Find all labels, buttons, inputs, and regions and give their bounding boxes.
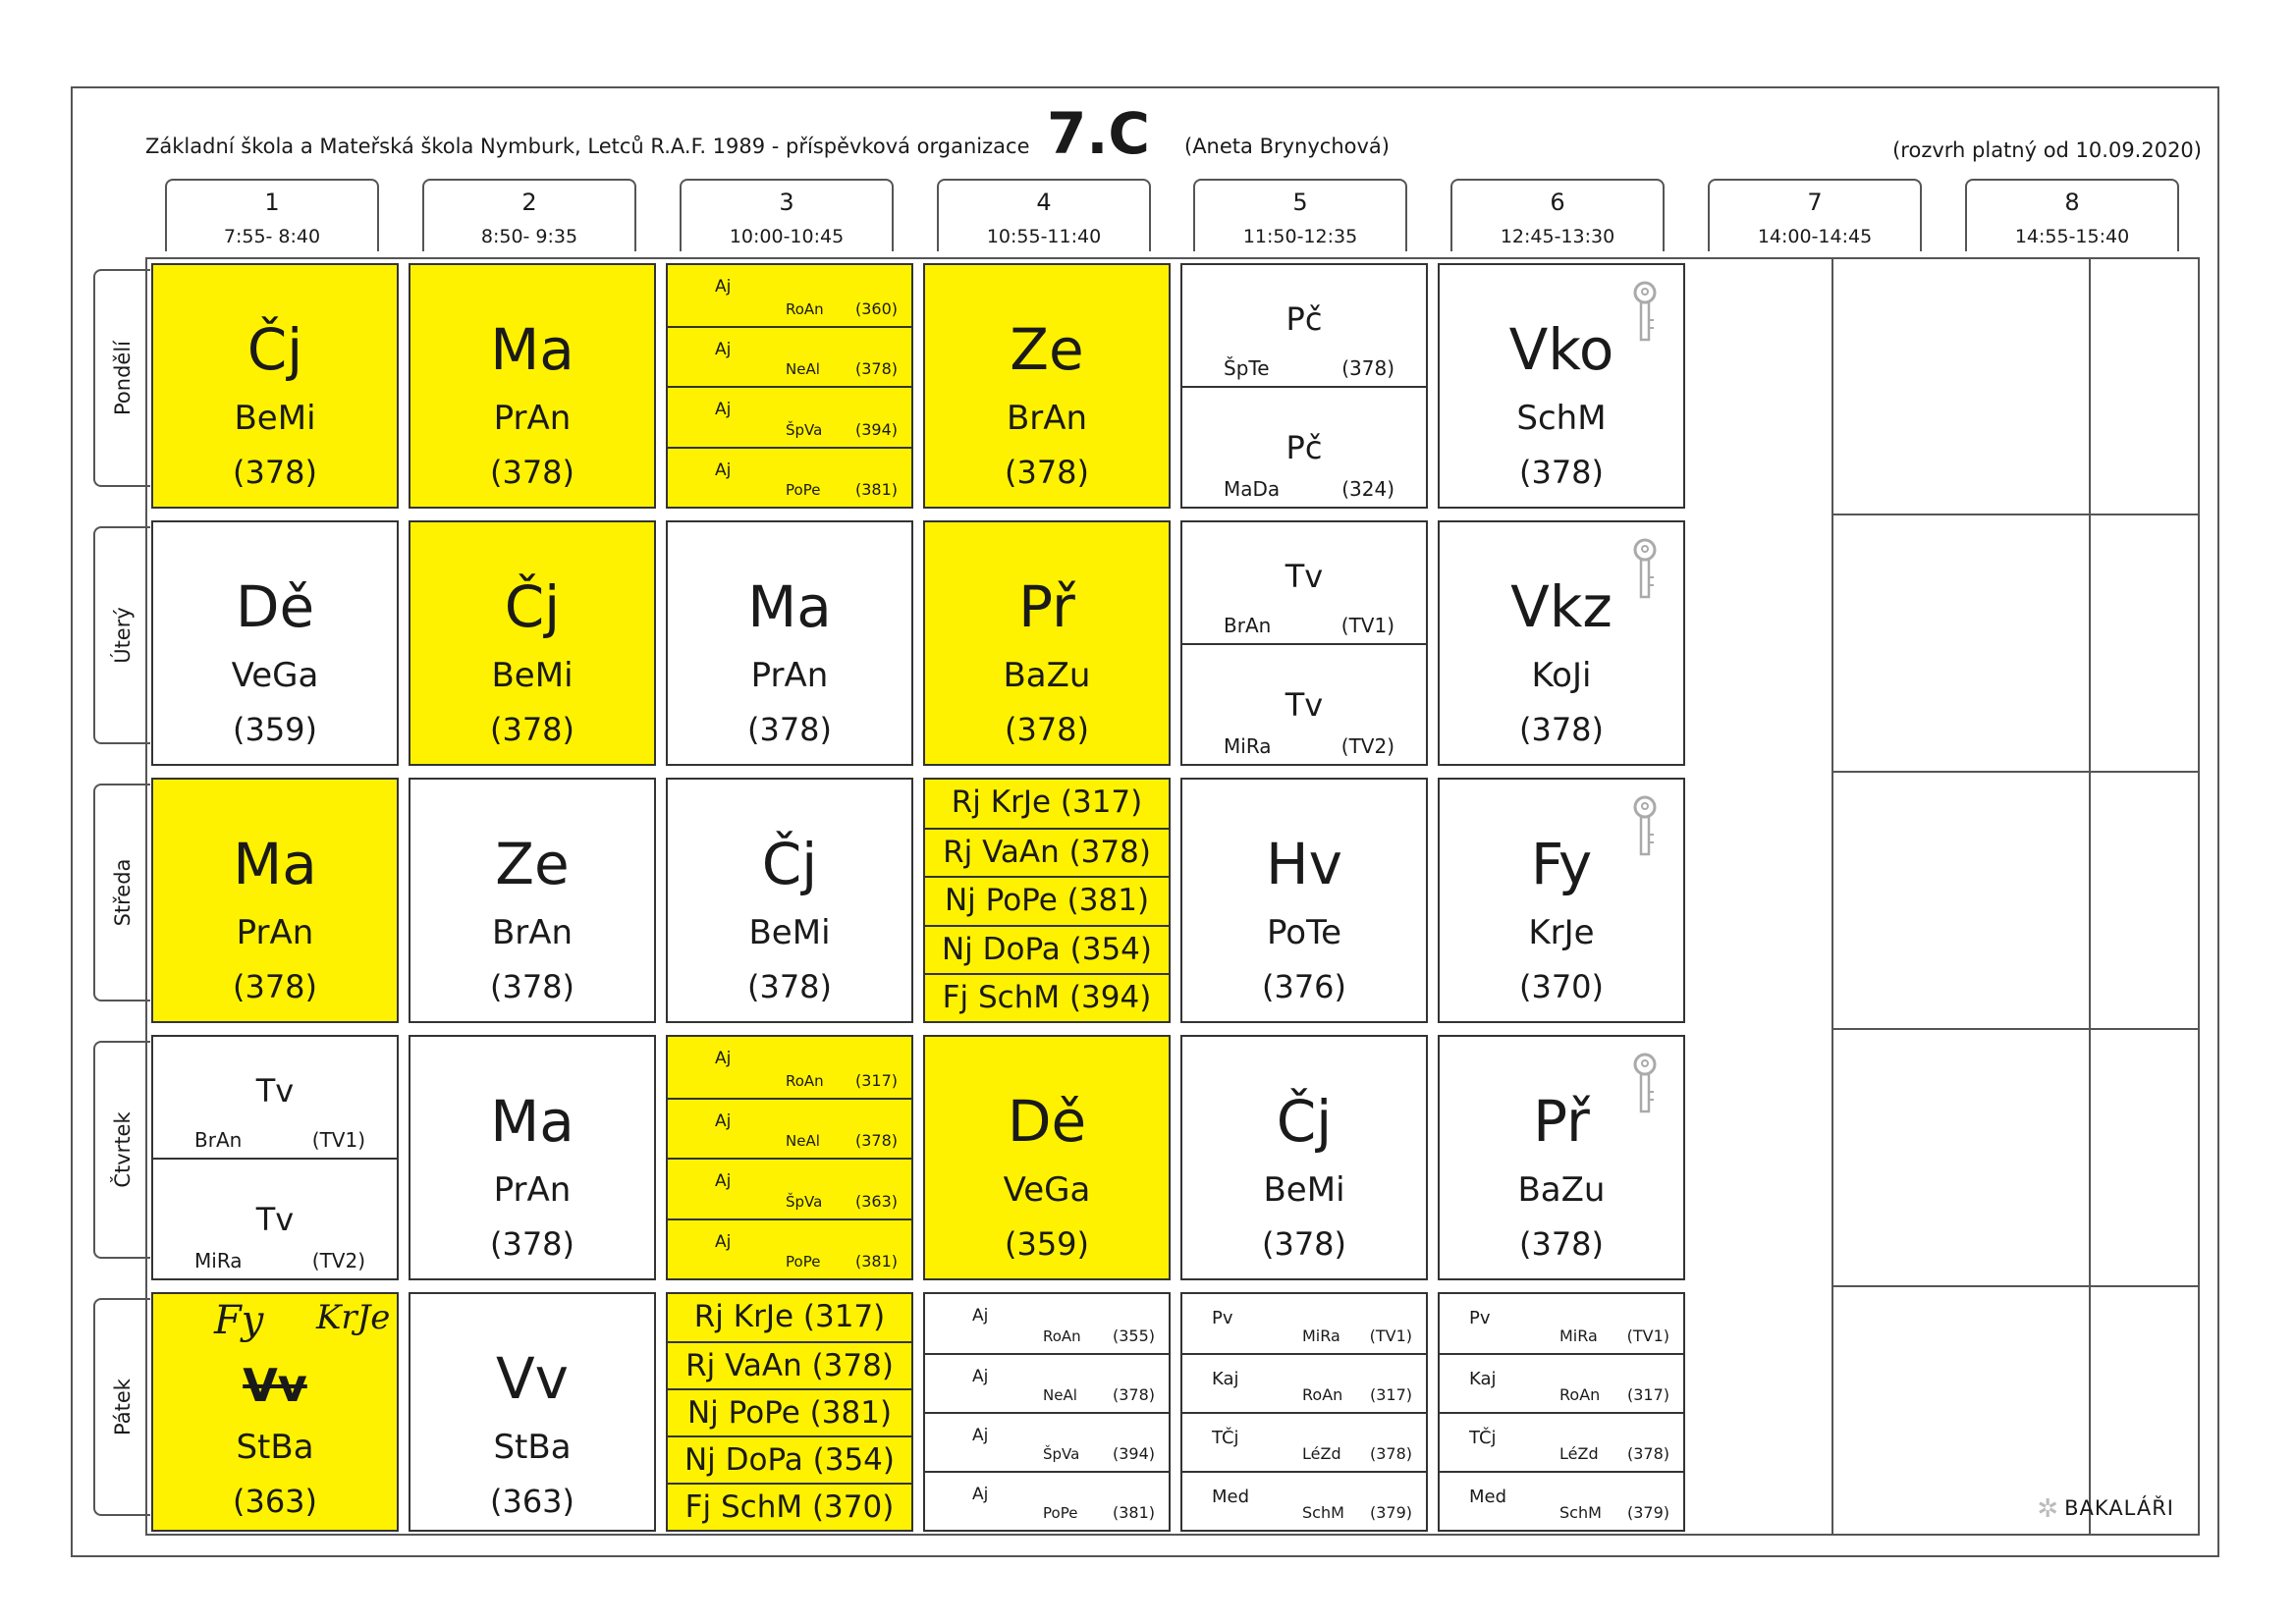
subject: Čj [1276, 1088, 1333, 1155]
group [925, 1471, 1169, 1530]
room: (317) [1626, 1385, 1669, 1404]
period-header-3 [680, 179, 894, 251]
period-time: 14:55-15:40 [2014, 226, 2130, 247]
period-header-4 [937, 179, 1151, 251]
room: (379) [1626, 1503, 1669, 1522]
room: (378) [1369, 1444, 1412, 1463]
teacher: KrJe [1528, 913, 1595, 952]
lesson-fri-1[interactable] [151, 1292, 399, 1532]
period-number: 7 [1807, 189, 1823, 216]
lesson-mon-4[interactable] [923, 263, 1171, 509]
room: (TV1) [1340, 614, 1394, 637]
teacher: RoAn [786, 299, 824, 318]
timetable-grid [145, 257, 2200, 1536]
group [668, 1037, 911, 1098]
group [668, 326, 911, 387]
subject: Dě [235, 573, 315, 640]
room: (381) [854, 480, 898, 499]
lesson-wed-1[interactable] [151, 778, 399, 1023]
teacher: BeMi [748, 913, 831, 952]
group [668, 1158, 911, 1218]
period-time: 8:50- 9:35 [480, 226, 578, 247]
teacher: BrAn [491, 913, 574, 952]
lesson-fri-6[interactable] [1438, 1292, 1685, 1532]
teacher: KoJi [1531, 656, 1592, 695]
subject: Aj [715, 460, 732, 480]
room: (370) [1518, 968, 1605, 1005]
teacher: PoPe [786, 1253, 821, 1271]
room: (378) [232, 454, 318, 491]
room: (TV1) [1369, 1326, 1412, 1345]
handwritten-teacher: KrJe [316, 1298, 391, 1337]
period-number: 5 [1292, 189, 1308, 216]
subject: Tv [255, 1201, 295, 1238]
subject: Vko [1508, 316, 1614, 383]
period-header-6 [1450, 179, 1665, 251]
period-time: 12:45-13:30 [1500, 226, 1615, 247]
subject: Př [1018, 573, 1075, 640]
period-header-8 [1965, 179, 2179, 251]
teacher: BeMi [1263, 1170, 1345, 1210]
period-number: 4 [1036, 189, 1052, 216]
room: (376) [1261, 968, 1347, 1005]
day-name: Pátek [111, 1379, 135, 1435]
lesson-thu-2[interactable] [409, 1035, 656, 1280]
teacher: PoPe [1043, 1504, 1078, 1522]
subject: Čj [504, 573, 561, 640]
subject: Čj [246, 316, 303, 383]
language-group: Fj SchM (370) [668, 1483, 911, 1530]
subject: Med [1469, 1487, 1507, 1507]
room: (378) [1004, 454, 1090, 491]
class-teacher: (Aneta Brynychová) [1184, 135, 1390, 158]
validity-note: (rozvrh platný od 10.09.2020) [1892, 138, 2202, 162]
subject: Ma [747, 573, 832, 640]
subject: Pč [1285, 300, 1323, 338]
teacher: VeGa [231, 656, 319, 695]
teacher: MiRa [1302, 1326, 1340, 1345]
subject: Vv [495, 1345, 569, 1412]
teacher: StBa [493, 1428, 572, 1467]
grid-line [1831, 1285, 2200, 1287]
room: (378) [746, 711, 833, 748]
class-title: 7.C [1047, 100, 1150, 167]
day-label-monday [93, 269, 150, 487]
room: (378) [232, 968, 318, 1005]
teacher: MiRa [1559, 1326, 1598, 1345]
lesson-thu-5[interactable] [1180, 1035, 1428, 1280]
teacher: BrAn [1006, 399, 1088, 438]
language-group: Rj KrJe (317) [693, 1299, 886, 1334]
teacher: ŠpTe [1224, 356, 1270, 380]
room: (379) [1369, 1503, 1412, 1522]
day-name: Čtvrtek [111, 1111, 135, 1188]
room: (378) [746, 968, 833, 1005]
period-header-5 [1193, 179, 1407, 251]
day-name: Pondělí [111, 341, 135, 415]
room: (378) [489, 711, 575, 748]
period-header-1 [165, 179, 379, 251]
teacher: MiRa [1224, 734, 1272, 758]
room: (378) [854, 1131, 898, 1150]
lesson-tue-2[interactable] [409, 520, 656, 766]
teacher: BaZu [1003, 656, 1091, 695]
group [153, 1037, 397, 1158]
room: (378) [489, 454, 575, 491]
group [1440, 1471, 1683, 1530]
group [1182, 522, 1426, 643]
lesson-tue-3[interactable] [666, 520, 913, 766]
period-number: 1 [264, 189, 280, 216]
subject: Med [1212, 1487, 1250, 1507]
teacher: StBa [236, 1428, 314, 1467]
subject: Fy [1530, 831, 1593, 897]
subject: Pč [1285, 429, 1323, 466]
group [668, 386, 911, 447]
subject: Pv [1469, 1308, 1491, 1328]
group [1182, 265, 1426, 386]
brand-label: BAKALÁŘI [2064, 1496, 2174, 1520]
group [1182, 1353, 1426, 1412]
room: (363) [489, 1483, 575, 1520]
teacher: BaZu [1517, 1170, 1606, 1210]
teacher: LéZd [1302, 1444, 1341, 1463]
subject: Aj [715, 1110, 732, 1131]
period-number: 2 [521, 189, 537, 216]
grid-line [1831, 514, 2200, 515]
teacher: NeAl [786, 1132, 820, 1150]
subject: Aj [715, 277, 732, 297]
lesson-thu-1[interactable] [151, 1035, 399, 1280]
group [925, 1353, 1169, 1412]
language-group: Rj VaAn (378) [668, 1341, 911, 1388]
teacher: RoAn [786, 1071, 824, 1090]
group [1182, 643, 1426, 764]
subject: Kaj [1469, 1369, 1497, 1389]
teacher: ŠpVa [1043, 1445, 1080, 1463]
teacher: NeAl [786, 360, 820, 378]
teacher: PrAn [493, 399, 572, 438]
room: (378) [1518, 1225, 1605, 1263]
teacher: BrAn [1224, 614, 1272, 637]
language-group: Nj PoPe (381) [668, 1388, 911, 1435]
subject: Aj [715, 339, 732, 359]
lesson-tue-1[interactable] [151, 520, 399, 766]
lesson-wed-3[interactable] [666, 778, 913, 1023]
teacher: PrAn [750, 656, 829, 695]
room: (378) [1112, 1385, 1155, 1404]
room: (394) [1112, 1444, 1155, 1463]
group [1440, 1412, 1683, 1471]
grid-line [1831, 1028, 2200, 1030]
day-name: Středa [111, 858, 135, 927]
room: (378) [854, 359, 898, 378]
day-label-friday [93, 1298, 150, 1516]
room: (TV1) [311, 1128, 365, 1152]
period-header-7 [1708, 179, 1922, 251]
subject: Aj [715, 1049, 732, 1068]
teacher: BeMi [234, 399, 316, 438]
group [153, 1158, 397, 1278]
school-name: Základní škola a Mateřská škola Nymburk, Letců R.A.F. 1989 - příspěvková organizace [145, 135, 1030, 158]
subject: Ze [495, 831, 570, 897]
room: (359) [232, 711, 318, 748]
lesson-mon-3[interactable] [666, 263, 913, 509]
room: (381) [854, 1252, 898, 1271]
period-time: 11:50-12:35 [1242, 226, 1358, 247]
grid-line [1831, 259, 1833, 1534]
group [1182, 1412, 1426, 1471]
teacher: LéZd [1559, 1444, 1599, 1463]
group [1440, 1353, 1683, 1412]
subject: Dě [1007, 1088, 1087, 1155]
room: (381) [1112, 1503, 1155, 1522]
lesson-tue-6[interactable] [1438, 520, 1685, 766]
subject: Aj [972, 1485, 989, 1504]
room: (317) [854, 1070, 898, 1090]
subject: Aj [972, 1306, 989, 1326]
language-group: Nj PoPe (381) [925, 876, 1169, 924]
subject: Tv [1285, 558, 1324, 595]
teacher: PrAn [493, 1170, 572, 1210]
subject: Ma [233, 831, 317, 897]
room: (363) [854, 1191, 898, 1211]
teacher: SchM [1559, 1503, 1602, 1522]
room: (TV1) [1626, 1326, 1669, 1345]
crossed-out-subject: Vv [243, 1359, 307, 1412]
room: (378) [489, 1225, 575, 1263]
period-number: 3 [779, 189, 794, 216]
group [1440, 1294, 1683, 1353]
grid-line [1831, 771, 2200, 773]
room: (378) [489, 968, 575, 1005]
lesson-fri-5[interactable] [1180, 1292, 1428, 1532]
lesson-wed-6[interactable] [1438, 778, 1685, 1023]
room: (317) [1369, 1385, 1412, 1404]
lesson-thu-6[interactable] [1438, 1035, 1685, 1280]
room: (360) [854, 298, 898, 318]
group [1182, 1294, 1426, 1353]
group [668, 1218, 911, 1279]
lesson-mon-2[interactable] [409, 263, 656, 509]
period-time: 10:00-10:45 [729, 226, 845, 247]
lesson-thu-3[interactable] [666, 1035, 913, 1280]
teacher: ŠpVa [786, 1192, 823, 1211]
lesson-thu-4[interactable] [923, 1035, 1171, 1280]
lesson-tue-5[interactable] [1180, 520, 1428, 766]
room: (324) [1341, 477, 1394, 501]
subject: Tv [255, 1072, 295, 1110]
period-time: 14:00-14:45 [1757, 226, 1873, 247]
group [668, 265, 911, 326]
day-name: Úterý [111, 607, 135, 664]
teacher: PoPe [786, 481, 821, 499]
lesson-fri-4[interactable] [923, 1292, 1171, 1532]
room: (378) [1626, 1444, 1669, 1463]
room: (TV2) [1340, 734, 1394, 758]
group [925, 1294, 1169, 1353]
subject: Hv [1266, 831, 1342, 897]
subject: Pv [1212, 1308, 1233, 1328]
teacher: SchM [1516, 399, 1607, 438]
teacher: BrAn [194, 1128, 243, 1152]
room: (TV2) [311, 1249, 365, 1272]
subject: Ze [1010, 316, 1084, 383]
subject: Kaj [1212, 1369, 1239, 1389]
subject: Aj [715, 1231, 732, 1252]
subject: Aj [972, 1367, 989, 1386]
bakalari-logo-icon: ✲ [2037, 1494, 2058, 1524]
subject: Čj [761, 831, 818, 897]
subject: TČj [1469, 1428, 1497, 1448]
subject: Př [1533, 1088, 1590, 1155]
teacher: MaDa [1224, 477, 1281, 501]
subject: Aj [972, 1426, 989, 1445]
room: (378) [1518, 711, 1605, 748]
subject: Tv [1285, 686, 1324, 724]
room: (378) [1341, 356, 1394, 380]
period-time: 7:55- 8:40 [223, 226, 321, 247]
room: (359) [1004, 1225, 1090, 1263]
teacher: PrAn [236, 913, 314, 952]
language-group: Fj SchM (394) [925, 973, 1169, 1021]
subject: Aj [715, 400, 732, 419]
teacher: VeGa [1003, 1170, 1091, 1210]
lesson-mon-1[interactable] [151, 263, 399, 509]
teacher: RoAn [1043, 1327, 1081, 1345]
teacher: RoAn [1302, 1385, 1343, 1404]
lesson-wed-4[interactable] [923, 778, 1171, 1023]
teacher: BeMi [491, 656, 574, 695]
teacher: SchM [1302, 1503, 1344, 1522]
room: (394) [854, 419, 898, 439]
subject: Ma [490, 1088, 574, 1155]
lesson-fri-2[interactable] [409, 1292, 656, 1532]
lesson-wed-5[interactable] [1180, 778, 1428, 1023]
subject: Aj [715, 1171, 732, 1191]
room: (378) [1261, 1225, 1347, 1263]
period-number: 8 [2064, 189, 2080, 216]
room: (378) [1004, 711, 1090, 748]
room: (363) [232, 1483, 318, 1520]
subject: Vkz [1510, 573, 1613, 640]
language-group: Rj KrJe (317) [951, 785, 1143, 820]
room: (355) [1112, 1326, 1155, 1345]
teacher: MiRa [194, 1249, 243, 1272]
day-label-tuesday [93, 526, 150, 744]
language-group: Nj DoPa (354) [925, 925, 1169, 973]
lesson-fri-3[interactable] [666, 1292, 913, 1532]
lesson-tue-4[interactable] [923, 520, 1171, 766]
subject: Ma [490, 316, 574, 383]
group [1182, 386, 1426, 507]
language-group: Rj VaAn (378) [925, 828, 1169, 876]
room: (378) [1518, 454, 1605, 491]
day-label-wednesday [93, 784, 150, 1001]
subject: TČj [1212, 1428, 1239, 1448]
group [668, 447, 911, 508]
lesson-wed-2[interactable] [409, 778, 656, 1023]
period-number: 6 [1550, 189, 1565, 216]
lesson-mon-5[interactable] [1180, 263, 1428, 509]
group [925, 1412, 1169, 1471]
teacher: ŠpVa [786, 420, 823, 439]
lesson-mon-6[interactable] [1438, 263, 1685, 509]
group [668, 1098, 911, 1159]
period-header-2 [422, 179, 636, 251]
grid-line [2089, 259, 2091, 1534]
teacher: PoTe [1266, 913, 1341, 952]
day-label-thursday [93, 1041, 150, 1259]
language-group: Nj DoPa (354) [668, 1435, 911, 1483]
period-time: 10:55-11:40 [986, 226, 1102, 247]
handwritten-subject: Fy [214, 1298, 264, 1343]
teacher: RoAn [1559, 1385, 1601, 1404]
teacher: NeAl [1043, 1386, 1077, 1404]
group [1182, 1471, 1426, 1530]
